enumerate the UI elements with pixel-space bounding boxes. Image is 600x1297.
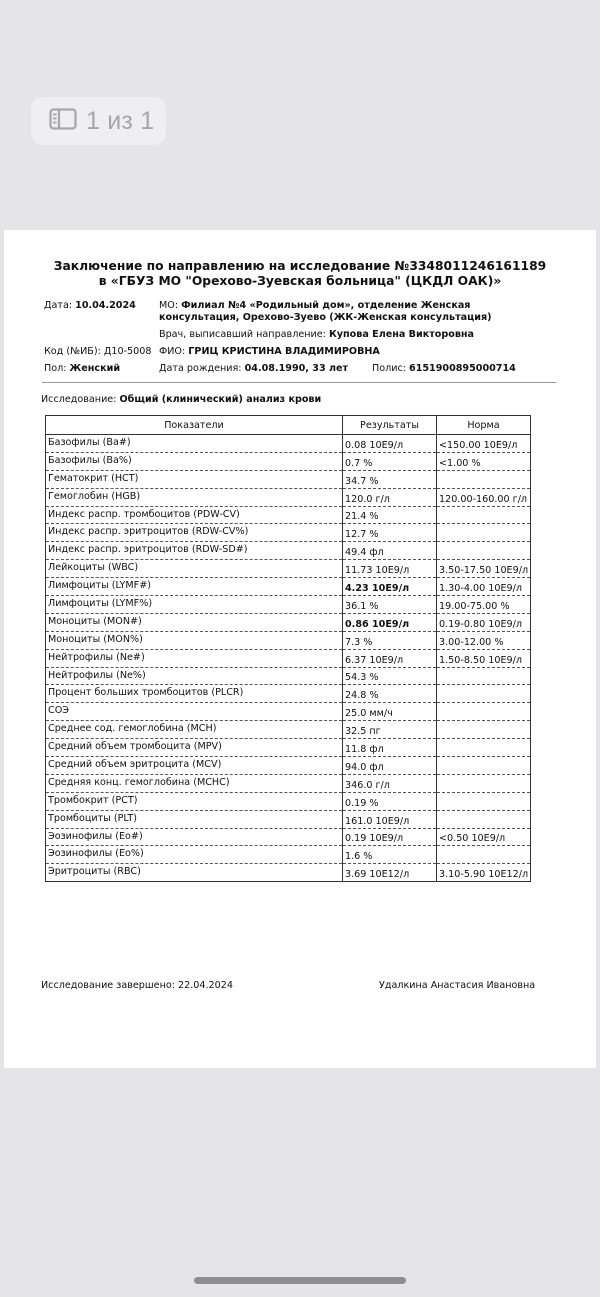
norm-cell: 3.00-12.00 % [437,631,531,649]
policy-label: Полис: [372,363,406,374]
completed-value: 22.04.2024 [178,980,233,991]
result-cell: 0.7 % [343,452,437,470]
page-indicator[interactable] [31,97,166,145]
table-row [46,864,531,882]
table-row [46,667,531,685]
norm-cell [437,542,531,560]
table-row [46,506,531,524]
indicator-cell: Базофилы (Ba#) [46,435,343,453]
fio-value: ГРИЦ КРИСТИНА ВЛАДИМИРОВНА [188,346,380,357]
indicator-cell: Лейкоциты (WBC) [46,560,343,578]
table-row [46,721,531,739]
indicator-cell: Моноциты (MON%) [46,631,343,649]
indicator-cell: Индекс распр. тромбоцитов (PDW-CV) [46,506,343,524]
norm-cell: 1.50-8.50 10E9/л [437,649,531,667]
header-norm: Норма [437,416,531,435]
result-cell: 34.7 % [343,470,437,488]
indicator-cell: Процент больших тромбоцитов (PLCR) [46,685,343,703]
table-row [46,613,531,631]
table-header-row [46,416,531,435]
fio-field [159,346,380,358]
result-cell: 7.3 % [343,631,437,649]
result-cell: 161.0 10E9/л [343,810,437,828]
date-field [44,300,136,312]
code-field [44,346,151,358]
table-row [46,435,531,453]
page-indicator-text: 1 из 1 [86,106,155,135]
mo-field [159,300,470,312]
norm-cell [437,721,531,739]
norm-cell: 1.30-4.00 10E9/л [437,578,531,596]
indicator-cell: Индекс распр. эритроцитов (RDW-CV%) [46,524,343,542]
table-row [46,774,531,792]
result-cell: 3.69 10E12/л [343,864,437,882]
norm-cell [437,757,531,775]
fio-label: ФИО: [159,346,186,357]
result-cell: 49.4 фл [343,542,437,560]
result-cell: 24.8 % [343,685,437,703]
norm-cell: 120.00-160.00 г/л [437,488,531,506]
table-row [46,631,531,649]
result-cell: 36.1 % [343,596,437,614]
table-row [46,596,531,614]
indicator-cell: Эритроциты (RBC) [46,864,343,882]
policy-field [372,363,516,375]
document-page [4,230,596,1068]
table-row [46,452,531,470]
indicator-cell: Средний объем эритроцита (MCV) [46,757,343,775]
doctor-value: Купова Елена Викторовна [328,329,475,340]
table-row [46,488,531,506]
indicator-cell: Среднее сод. гемоглобина (MCH) [46,721,343,739]
header-results: Результаты [343,416,437,435]
table-row [46,739,531,757]
birth-label: Дата рождения: [159,363,242,374]
table-row [46,792,531,810]
norm-cell [437,846,531,864]
norm-cell: <0.50 10E9/л [437,828,531,846]
doctor-label: Врач, выписавший направление: [159,329,326,340]
table-row [46,542,531,560]
norm-cell: <150.00 10E9/л [437,435,531,453]
indicator-cell: Эозинофилы (Eo#) [46,828,343,846]
sex-value: Женский [69,363,121,374]
norm-cell [437,470,531,488]
indicator-cell: Средний объем тромбоцита (MPV) [46,739,343,757]
indicator-cell: Тромбокрит (PCT) [46,792,343,810]
indicator-cell: Гематокрит (HCT) [46,470,343,488]
table-row [46,560,531,578]
norm-cell [437,524,531,542]
table-row [46,703,531,721]
signer-name: Удалкина Анастасия Ивановна [379,980,536,991]
indicator-cell: Эозинофилы (Eo%) [46,846,343,864]
doctor-field [159,329,474,341]
result-cell: 54.3 % [343,667,437,685]
table-row [46,846,531,864]
result-cell: 0.19 10E9/л [343,828,437,846]
title-line-2: в «ГБУЗ МО "Орехово-Зуевская больница" (ЦКДЛ ОАК)» [98,274,502,288]
indicator-cell: Нейтрофилы (Ne%) [46,667,343,685]
result-cell: 25.0 мм/ч [343,703,437,721]
table-row [46,810,531,828]
norm-cell: 3.10-5.90 10E12/л [437,864,531,882]
norm-cell [437,810,531,828]
document-pages-icon [49,108,77,134]
table-row [46,578,531,596]
study-field [41,394,321,406]
sex-field [44,363,120,375]
result-cell: 0.19 % [343,792,437,810]
result-cell: 4.23 10E9/л [343,578,437,596]
mo-line-2: консультация, Орехово-Зуево (ЖК-Женская консультация) [159,312,492,323]
norm-cell: 19.00-75.00 % [437,596,531,614]
indicator-cell: Средняя конц. гемоглобина (MCHC) [46,774,343,792]
indicator-cell: Лимфоциты (LYMF%) [46,596,343,614]
indicator-cell: Нейтрофилы (Ne#) [46,649,343,667]
result-cell: 120.0 г/л [343,488,437,506]
indicator-cell: СОЭ [46,703,343,721]
home-indicator[interactable] [194,1277,406,1284]
table-row [46,685,531,703]
norm-cell [437,774,531,792]
norm-cell [437,703,531,721]
result-cell: 6.37 10E9/л [343,649,437,667]
completed-label: Исследование завершено: [41,980,175,991]
code-value: Д10-5008 [103,346,152,357]
mo-label: МО: [159,300,179,311]
completed-field [41,980,233,992]
norm-cell: <1.00 % [437,452,531,470]
result-cell: 32.5 пг [343,721,437,739]
result-cell: 94.0 фл [343,757,437,775]
norm-cell [437,685,531,703]
norm-cell [437,667,531,685]
norm-cell [437,506,531,524]
table-row [46,524,531,542]
indicator-cell: Базофилы (Ba%) [46,452,343,470]
sex-label: Пол: [44,363,67,374]
results-table-body [46,435,531,882]
title-line-1: Заключение по направлению на исследование №3348011246161189 [53,259,547,273]
result-cell: 1.6 % [343,846,437,864]
birth-value: 04.08.1990, 33 лет [244,363,349,374]
result-cell: 0.86 10E9/л [343,613,437,631]
result-cell: 11.8 фл [343,739,437,757]
table-row [46,470,531,488]
result-cell: 11.73 10E9/л [343,560,437,578]
header-divider [42,382,556,383]
result-cell: 12.7 % [343,524,437,542]
header-indicators: Показатели [46,416,343,435]
study-label: Исследование: [41,394,117,405]
indicator-cell: Лимфоциты (LYMF#) [46,578,343,596]
policy-value: 6151900895000714 [409,363,516,374]
norm-cell: 0.19-0.80 10E9/л [437,613,531,631]
indicator-cell: Моноциты (MON#) [46,613,343,631]
norm-cell: 3.50-17.50 10E9/л [437,560,531,578]
table-row [46,828,531,846]
code-label: Код (№ИБ): [44,346,101,357]
result-cell: 21.4 % [343,506,437,524]
study-value: Общий (клинический) анализ крови [119,394,322,405]
document-title [4,259,596,289]
mo-line-1: Филиал №4 «Родильный дом», отделение Женская [181,300,471,311]
date-value: 10.04.2024 [75,300,136,311]
date-label: Дата: [44,300,73,311]
results-table [45,415,531,882]
indicator-cell: Индекс распр. эритроцитов (RDW-SD#) [46,542,343,560]
birth-field [159,363,348,375]
table-row [46,649,531,667]
indicator-cell: Гемоглобин (HGB) [46,488,343,506]
result-cell: 0.08 10E9/л [343,435,437,453]
indicator-cell: Тромбоциты (PLT) [46,810,343,828]
result-cell: 346.0 г/л [343,774,437,792]
norm-cell [437,792,531,810]
norm-cell [437,739,531,757]
table-row [46,757,531,775]
